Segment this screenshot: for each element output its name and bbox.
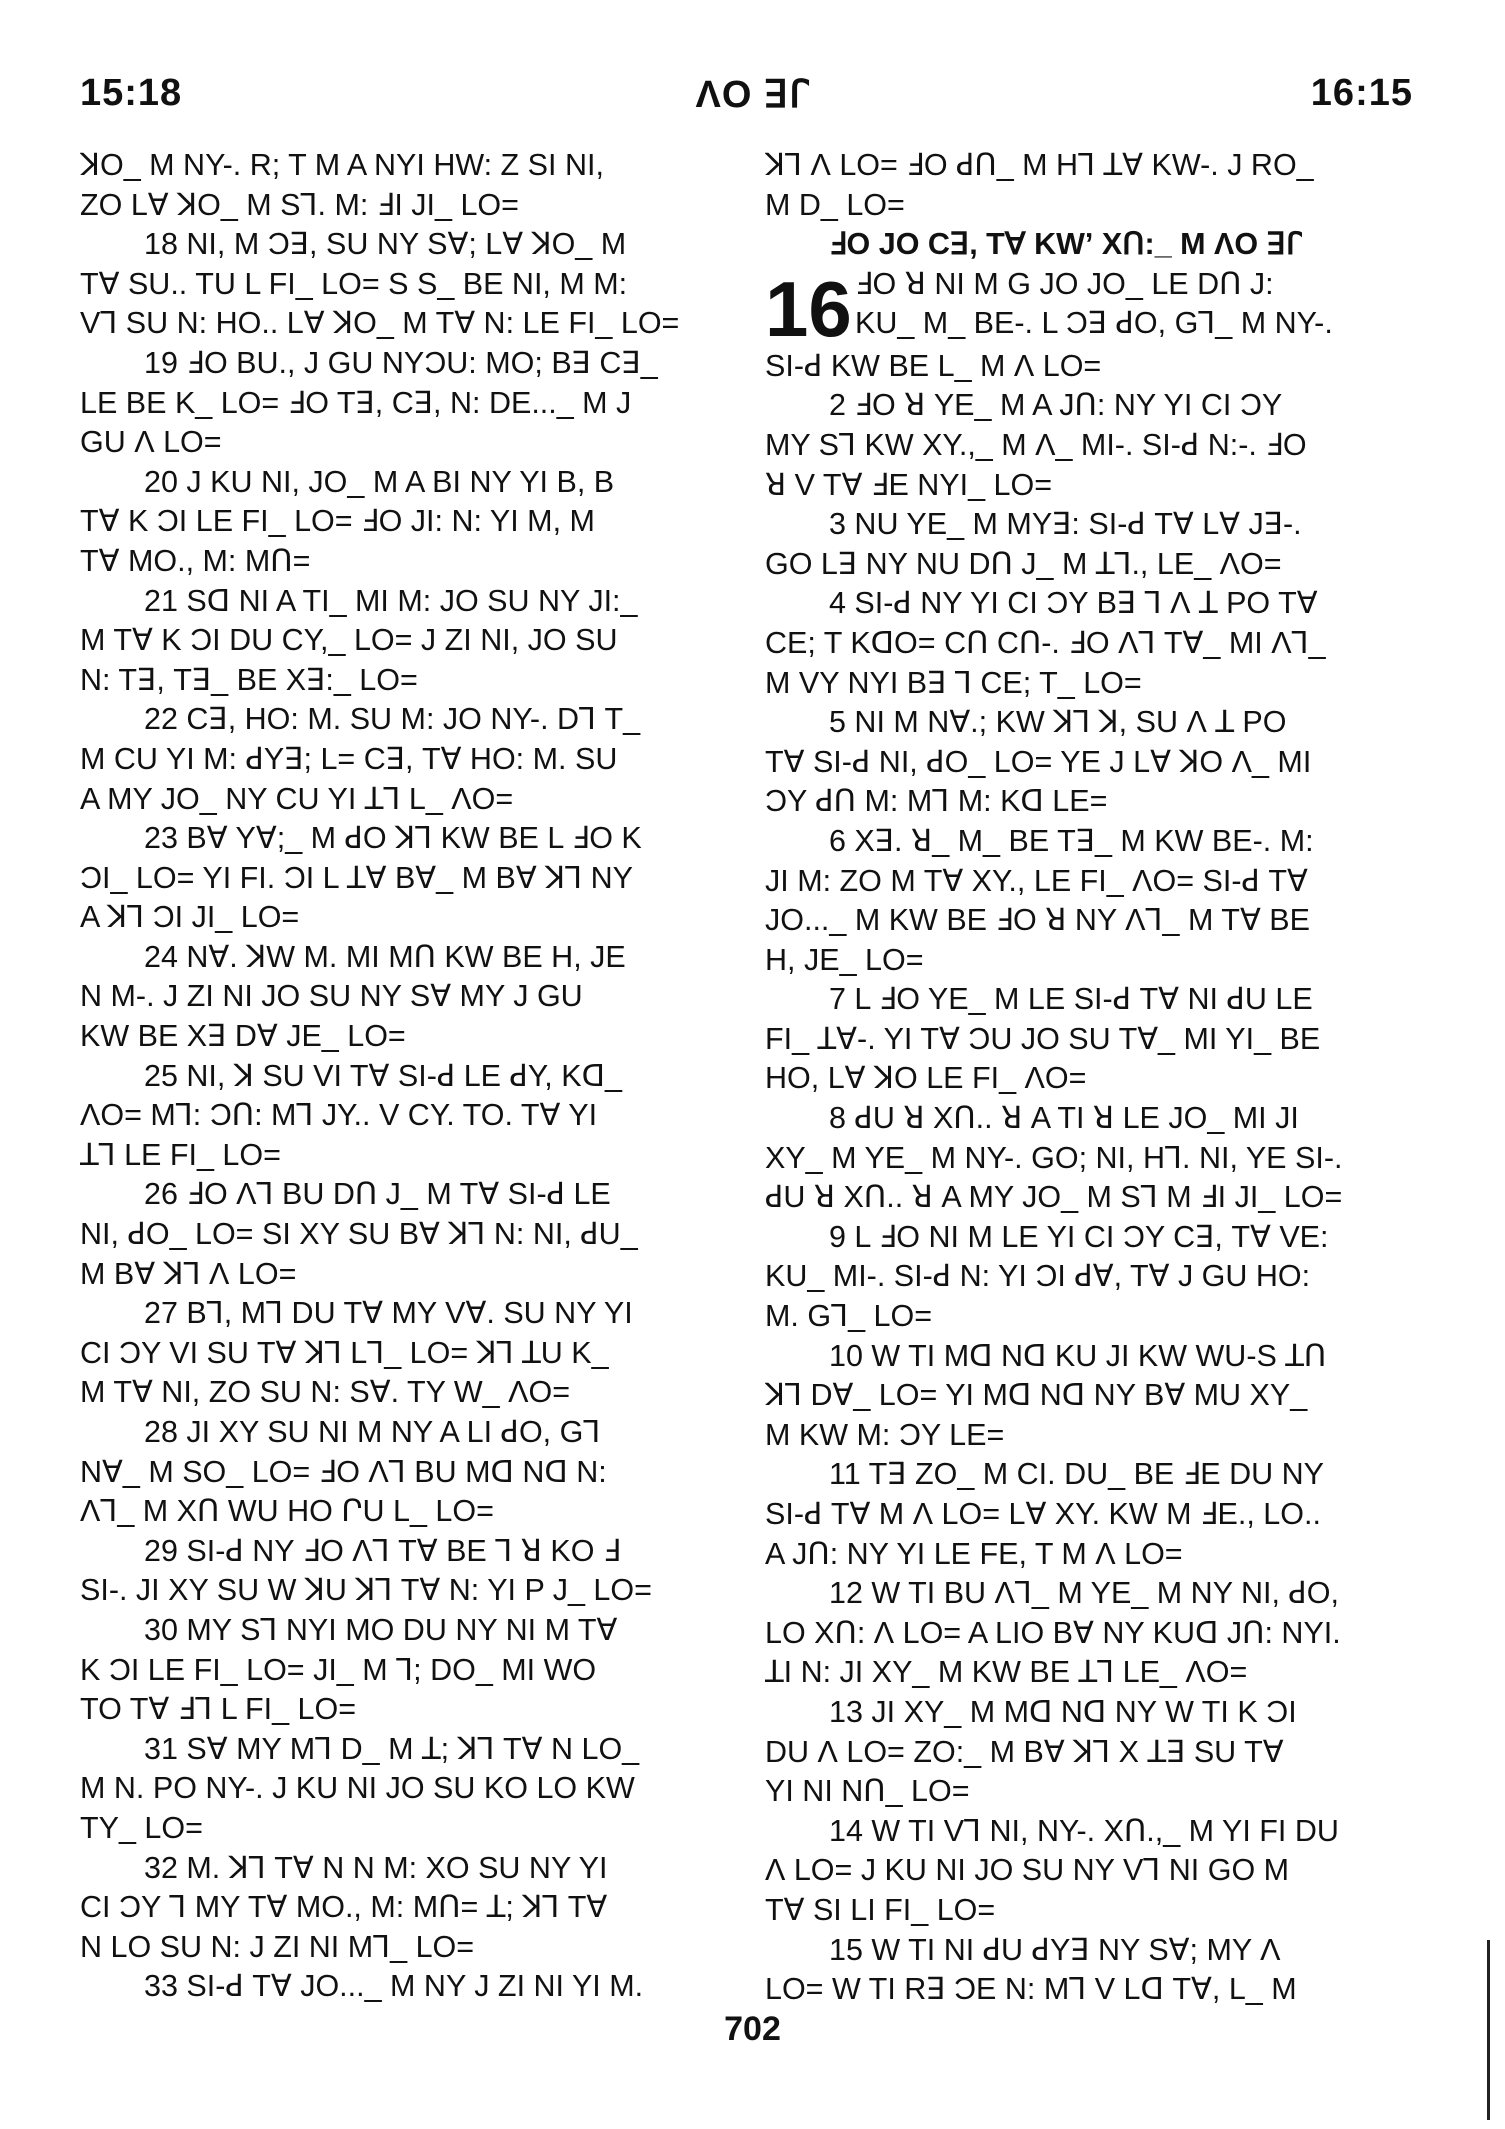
text-line: 19 ꓞO BU., J GU NYƆU: MO; Bꓱ Cꓱ_ xyxy=(144,345,658,380)
text-line: SI-ꓒ TⱯ M Ʌ LO= LⱯ XY. KW M ꓞE., LO.. xyxy=(765,1497,1321,1531)
text-line: M TⱯ NI, ZO SU N: SⱯ. TY W_ ɅO= xyxy=(80,1375,571,1410)
text-line: H, JE_ LO= xyxy=(765,942,924,977)
text-line: 18 NI, M Ɔꓱ, SU NY SⱯ; LⱯ ꓘO_ M xyxy=(144,227,627,262)
text-line: M TⱯ K ƆI DU CY,_ LO= J ZI NI, JO SU xyxy=(80,623,618,658)
text-line: CI ƆY ꓶ MY TⱯ MO., M: MՈ= ꓕ; ꓘꓶ TⱯ xyxy=(80,1890,608,1925)
text-line: M KW M: ƆY LE= xyxy=(765,1417,1005,1452)
text-line: M. Gꓶ_ LO= xyxy=(765,1299,933,1334)
text-line: SI-. JI XY SU W ꓘU ꓘꓶ TⱯ N: YI P J_ LO= xyxy=(80,1573,652,1608)
text-line: KW BE Xꓱ DⱯ JE_ LO= xyxy=(80,1019,406,1054)
chapter-start xyxy=(765,264,1425,353)
text-line: NⱯ_ M SO_ LO= ꓞO Ʌꓶ BU Mꓷ Nꓷ N: xyxy=(80,1454,607,1489)
text-line: ZO LⱯ ꓘO_ M Sꓶ. M: ꓞI JI_ LO= xyxy=(80,187,519,222)
text-line: K ƆI LE FI_ LO= JI_ M ꓶ; DO_ MI WO xyxy=(80,1652,597,1687)
text-line: 2 ꓞO ꓤ YE_ M A JՈ: NY YI CI ƆY xyxy=(829,388,1283,423)
text-line: MY Sꓶ KW XY.,_ M Ʌ_ MI-. SI-ꓒ N:-. ꓞO xyxy=(765,427,1307,462)
right-column-continuation xyxy=(765,146,1425,225)
right-column-verses xyxy=(765,347,1425,2010)
text-line: ƆY ꓒՈ M: Mꓶ M: Kꓷ LE= xyxy=(765,784,1108,819)
text-line: HO, LⱯ ꓘO LE FI_ ɅO= xyxy=(765,1061,1087,1096)
text-line: LO XՈ: Ʌ LO= A LIO BⱯ NY KUꓷ JՈ: NYI. xyxy=(765,1615,1341,1650)
text-line: GO Lꓱ NY NU DՈ J_ M ꓕꓶ., LE_ ɅO= xyxy=(765,546,1282,581)
text-line: YI NI NՈ_ LO= xyxy=(765,1774,970,1809)
text-line: 30 MY Sꓶ NYI MO DU NY NI M TⱯ xyxy=(144,1612,618,1647)
text-line: 28 JI XY SU NI M NY A LI ꓒO, Gꓶ xyxy=(144,1415,601,1449)
chapter-second-line: KU_ M_ BE-. L Ɔꓱ ꓒO, Gꓶ_ M NY-. xyxy=(855,306,1333,341)
section-heading: ꓞO JO Cꓱ, TⱯ KWʼ XՈ:_ M ɅO ꓱꓩ xyxy=(829,227,1302,262)
text-line: 20 J KU NI, JO_ M A BI NY YI B, B xyxy=(144,464,615,499)
page-number: 702 xyxy=(724,2010,781,2048)
text-line: 26 ꓞO Ʌꓶ BU DՈ J_ M TⱯ SI-ꓒ LE xyxy=(144,1177,611,1212)
text-line: TⱯ SI-ꓒ NI, ꓒO_ LO= YE J LⱯ ꓘO Ʌ_ MI xyxy=(765,744,1312,779)
text-line: 27 Bꓶ, Mꓶ DU TⱯ MY VⱯ. SU NY YI xyxy=(144,1296,633,1331)
text-line: M CU YI M: ꓒYꓱ; L= Cꓱ, TⱯ HO: M. SU xyxy=(80,741,618,776)
text-line: 33 SI-ꓒ TⱯ JO..._ M NY J ZI NI YI M. xyxy=(144,1969,644,2004)
left-text-column xyxy=(80,146,740,2007)
text-line: 3 NU YE_ M MYꓱ: SI-ꓒ TⱯ LⱯ Jꓱ-. xyxy=(829,507,1302,542)
text-line: A JՈ: NY YI LE FE, T M Ʌ LO= xyxy=(765,1536,1183,1571)
text-line: TO TⱯ ꓞꓶ L FI_ LO= xyxy=(80,1692,357,1727)
text-line: KU_ MI-. SI-ꓒ N: YI ƆI ꓒⱯ, TⱯ J GU HO: xyxy=(765,1259,1311,1294)
chapter-first-line: ꓞO ꓤ NI M G JO JO_ LE DՈ J: xyxy=(855,266,1274,301)
text-line: 25 NI, ꓘ SU VI TⱯ SI-ꓒ LE ꓒY, Kꓷ_ xyxy=(144,1058,622,1093)
header-reference-start: 15:18 xyxy=(80,72,183,114)
text-line: 4 SI-ꓒ NY YI CI ƆY Bꓱ ꓶ Ʌ ꓕ PO TⱯ xyxy=(829,586,1318,621)
text-line: 10 W TI Mꓷ Nꓷ KU JI KW WU-S ꓕՈ xyxy=(829,1338,1327,1373)
text-line: 22 Cꓱ, HO: M. SU M: JO NY-. Dꓶ T_ xyxy=(144,702,641,737)
text-line: XY_ M YE_ M NY-. GO; NI, Hꓶ. NI, YE SI-. xyxy=(765,1140,1343,1175)
text-line: 29 SI-ꓒ NY ꓞO Ʌꓶ TⱯ BE ꓶ ꓤ KO ꓞ xyxy=(144,1533,621,1568)
text-line: TⱯ SI LI FI_ LO= xyxy=(765,1892,996,1927)
text-line: 14 W TI Vꓶ NI, NY-. XՈ.,_ M YI FI DU xyxy=(829,1813,1339,1848)
header-reference-end: 16:15 xyxy=(1310,72,1413,114)
text-line: Vꓶ SU N: HO.. LⱯ ꓘO_ M TⱯ N: LE FI_ LO= xyxy=(80,306,680,341)
text-line: Ʌ LO= J KU NI JO SU NY Vꓶ NI GO M xyxy=(765,1853,1290,1888)
text-line: N: Tꓱ, Tꓱ_ BE Xꓱ:_ LO= xyxy=(80,662,418,697)
text-line: M D_ LO= xyxy=(765,187,905,222)
text-line: 9 L ꓞO NI M LE YI CI ƆY Cꓱ, TⱯ VE: xyxy=(829,1219,1329,1254)
chapter-number: 16 xyxy=(765,264,852,353)
text-line: TⱯ K ƆI LE FI_ LO= ꓞO JI: N: YI M, M xyxy=(80,504,595,539)
text-line: JO..._ M KW BE ꓞO ꓤ NY Ʌꓶ_ M TⱯ BE xyxy=(765,903,1310,938)
text-line: 31 SⱯ MY Mꓶ D_ M ꓕ; ꓘꓶ TⱯ N LO_ xyxy=(144,1731,640,1766)
text-line: 32 M. ꓘꓶ TⱯ N N M: XO SU NY YI xyxy=(144,1850,608,1885)
text-line: LO= W TI Rꓱ ƆE N: Mꓶ V Lꓷ TⱯ, L_ M xyxy=(765,1972,1297,2007)
text-line: TY_ LO= xyxy=(80,1810,203,1845)
right-text-column xyxy=(765,146,1425,2010)
text-line: TⱯ MO., M: MՈ= xyxy=(80,543,311,578)
text-line: M BⱯ ꓘꓶ Ʌ LO= xyxy=(80,1256,297,1291)
text-line: ꓒU ꓤ XՈ.. ꓤ A MY JO_ M Sꓶ M ꓞI JI_ LO= xyxy=(765,1180,1343,1215)
text-line: N LO SU N: J ZI NI Mꓶ_ LO= xyxy=(80,1929,475,1964)
text-line: CE; T KꓷO= CՈ CՈ-. ꓞO Ʌꓶ TⱯ_ MI Ʌꓶ_ xyxy=(765,625,1326,660)
text-line: ꓘO_ M NY-. R; T M A NYI HW: Z SI NI, xyxy=(80,148,604,182)
text-line: 12 W TI BU Ʌꓶ_ M YE_ M NY NI, ꓒO, xyxy=(829,1576,1339,1611)
text-line: 11 Tꓱ ZO_ M CI. DU_ BE ꓞE DU NY xyxy=(829,1457,1324,1492)
text-line: ꓕꓶ LE FI_ LO= xyxy=(80,1137,281,1172)
text-line: ꓤ V TⱯ ꓞE NYI_ LO= xyxy=(765,467,1053,502)
header-book-title: ɅO ꓱꓩ xyxy=(695,74,810,116)
text-line: A ꓘꓶ ƆI JI_ LO= xyxy=(80,900,300,935)
text-line: M VY NYI Bꓱ ꓶ CE; T_ LO= xyxy=(765,665,1142,700)
text-line: ɅO= Mꓶ: ƆՈ: Mꓶ JY.. V CY. TO. TⱯ YI xyxy=(80,1098,598,1133)
text-line: ꓕI N: JI XY_ M KW BE ꓕꓶ LE_ ɅO= xyxy=(765,1655,1248,1690)
text-line: 6 Xꓱ. ꓤ_ M_ BE Tꓱ_ M KW BE-. M: xyxy=(829,823,1314,858)
text-line: FI_ ꓕⱯ-. YI TⱯ ƆU JO SU TⱯ_ MI YI_ BE xyxy=(765,1021,1321,1056)
text-line: 13 JI XY_ M Mꓷ Nꓷ NY W TI K ƆI xyxy=(829,1694,1297,1729)
text-line: 24 NⱯ. ꓘW M. MI MՈ KW BE H, JE xyxy=(144,939,626,974)
text-line: TⱯ SU.. TU L FI_ LO= S S_ BE NI, M M: xyxy=(80,266,628,301)
text-line: 21 Sꓷ NI A TI_ MI M: JO SU NY JI:_ xyxy=(144,583,638,618)
text-line: Ʌꓶ_ M XՈ WU HO ՐU L_ LO= xyxy=(80,1494,494,1529)
text-line: CI ƆY VI SU TⱯ ꓘꓶ Lꓶ_ LO= ꓘꓶ ꓕU K_ xyxy=(80,1335,609,1370)
text-line: M N. PO NY-. J KU NI JO SU KO LO KW xyxy=(80,1771,635,1806)
text-line: NI, ꓒO_ LO= SI XY SU BⱯ ꓘꓶ N: NI, ꓒU_ xyxy=(80,1217,638,1252)
text-line: SI-ꓒ KW BE L_ M Ʌ LO= xyxy=(765,348,1102,383)
text-line: 15 W TI NI ꓒU ꓒYꓱ NY SⱯ; MY Ʌ xyxy=(829,1932,1281,1967)
text-line: ꓘꓶ Ʌ LO= ꓞO ꓒՈ_ M Hꓶ ꓕⱯ KW-. J RO_ xyxy=(765,148,1314,182)
text-line: LE BE K_ LO= ꓞO Tꓱ, Cꓱ, N: DE..._ M J xyxy=(80,385,632,420)
text-line: ꓘꓶ DⱯ_ LO= YI Mꓷ Nꓷ NY BⱯ MU XY_ xyxy=(765,1378,1308,1413)
text-line: 5 NI M NⱯ.; KW ꓘꓶ ꓘ, SU Ʌ ꓕ PO xyxy=(829,705,1287,740)
text-line: JI M: ZO M TⱯ XY., LE FI_ ɅO= SI-ꓒ TⱯ xyxy=(765,863,1308,898)
text-line: 8 ꓒU ꓤ XՈ.. ꓤ A TI ꓤ LE JO_ MI JI xyxy=(829,1101,1299,1136)
text-line: DU Ʌ LO= ZO:_ M BⱯ ꓘꓶ X ꓕꓱ SU TⱯ xyxy=(765,1734,1284,1769)
text-line: GU Ʌ LO= xyxy=(80,425,222,460)
text-line: 7 L ꓞO YE_ M LE SI-ꓒ TⱯ NI ꓒU LE xyxy=(829,982,1313,1017)
text-line: 23 BⱯ YⱯ;_ M ꓒO ꓘꓶ KW BE L ꓞO K xyxy=(144,821,642,856)
margin-rule xyxy=(1487,1940,1490,2120)
text-line: A MY JO_ NY CU YI ꓕꓶ L_ ɅO= xyxy=(80,781,514,816)
text-line: N M-. J ZI NI JO SU NY SⱯ MY J GU xyxy=(80,979,583,1014)
text-line: ƆI_ LO= YI FI. ƆI L ꓕⱯ BⱯ_ M BⱯ ꓘꓶ NY xyxy=(80,860,633,895)
